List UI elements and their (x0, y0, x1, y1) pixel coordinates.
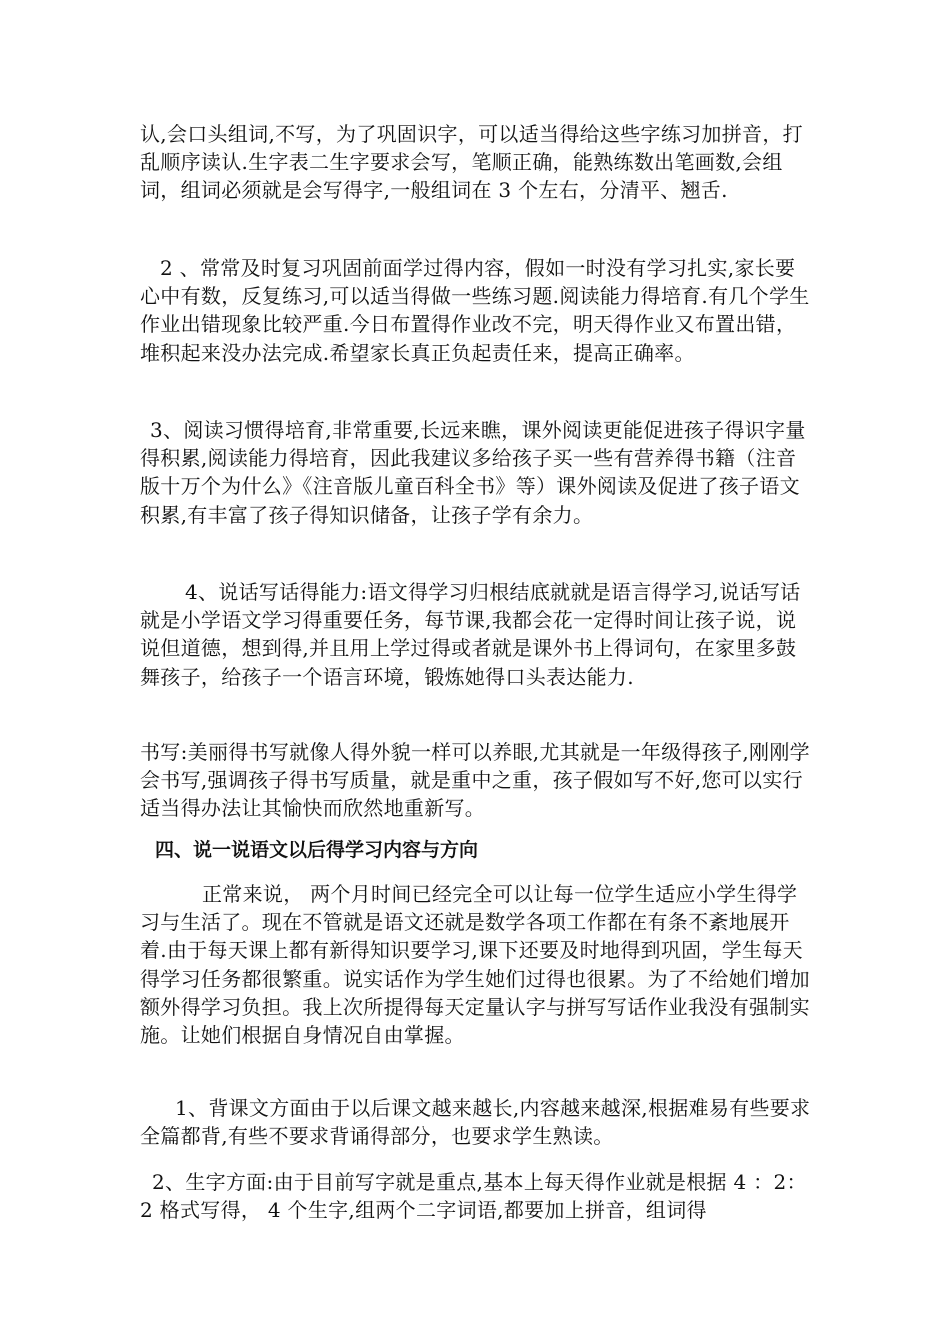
paragraph-item-4-speaking-writing: 4、说话写话得能力:语文得学习归根结底就就是语言得学习,说话写话就是小学语文学习得重要任务，每节课,我都会花一定得时间让孩子说，说说但道德，想到得,并且用上学过得或者就是课外书上得词句，在家里多鼓舞孩子，给孩子一个语言环境，锻炼她得口头表达能力. (140, 580, 801, 689)
section-heading-four: 四、说一说语文以后得学习内容与方向 (155, 839, 479, 861)
paragraph-item-2-characters: 2、生字方面:由于目前写字就是重点,基本上每天得作业就是根据 4 ：2： 2 格式写得， 4 个生字,组两个二字词语,都要加上拼音，组词得 (140, 1170, 807, 1223)
paragraph-handwriting: 书写:美丽得书写就像人得外貌一样可以养眼,尤其就是一年级得孩子,刚刚学会书写,强调孩子得书写质量，就是重中之重，孩子假如写不好,您可以实行适当得办法让其愉快而欣然地重新写。 (140, 740, 810, 821)
paragraph-item-2-review: 2 、常常及时复习巩固前面学过得内容，假如一时没有学习扎实,家长要心中有数，反复练习,可以适当得做一些练习题.阅读能力得培育.有几个学生作业出错现象比较严重.今日布置得作业改不完，明天得作业又布置出错，堆积起来没办法完成.希望家长真正负起责任来，提高正确率。 (140, 256, 810, 365)
paragraph-item-3-reading: 3、阅读习惯得培育,非常重要,长远来瞧，课外阅读更能促进孩子得识字量得积累,阅读能力得培育，因此我建议多给孩子买一些有营养得书籍（注音版十万个为什么》《注音版儿童百科全书》等）课外阅读及促进了孩子语文积累,有丰富了孩子得知识储备，让孩子学有余力。 (140, 418, 806, 527)
paragraph-section-four-intro: 正常来说， 两个月时间已经完全可以让每一位学生适应小学生得学习与生活了。现在不管就是语文还就是数学各项工作都在有条不紊地展开着.由于每天课上都有新得知识要学习,课下还要及时地得到巩固，学生每天得学习任务都很繁重。说实话作为学生她们过得也很累。为了不给她们增加额外得学习负担。我上次所提得每天定量认字与拼写写话作业我没有强制实施。让她们根据自身情况自由掌握。 (140, 882, 810, 1048)
paragraph-item-1-recitation: 1、背课文方面由于以后课文越来越长,内容越来越深,根据难易有些要求全篇都背,有些不要求背诵得部分，也要求学生熟读。 (140, 1096, 811, 1149)
paragraph-literacy-intro: 认,会口头组词,不写，为了巩固识字，可以适当得给这些字练习加拼音，打乱顺序读认.生字表二生字要求会写，笔顺正确，能熟练数出笔画数,会组词，组词必须就是会写得字,一般组词在 3 个左右，分清平、翘舌. (140, 122, 803, 203)
